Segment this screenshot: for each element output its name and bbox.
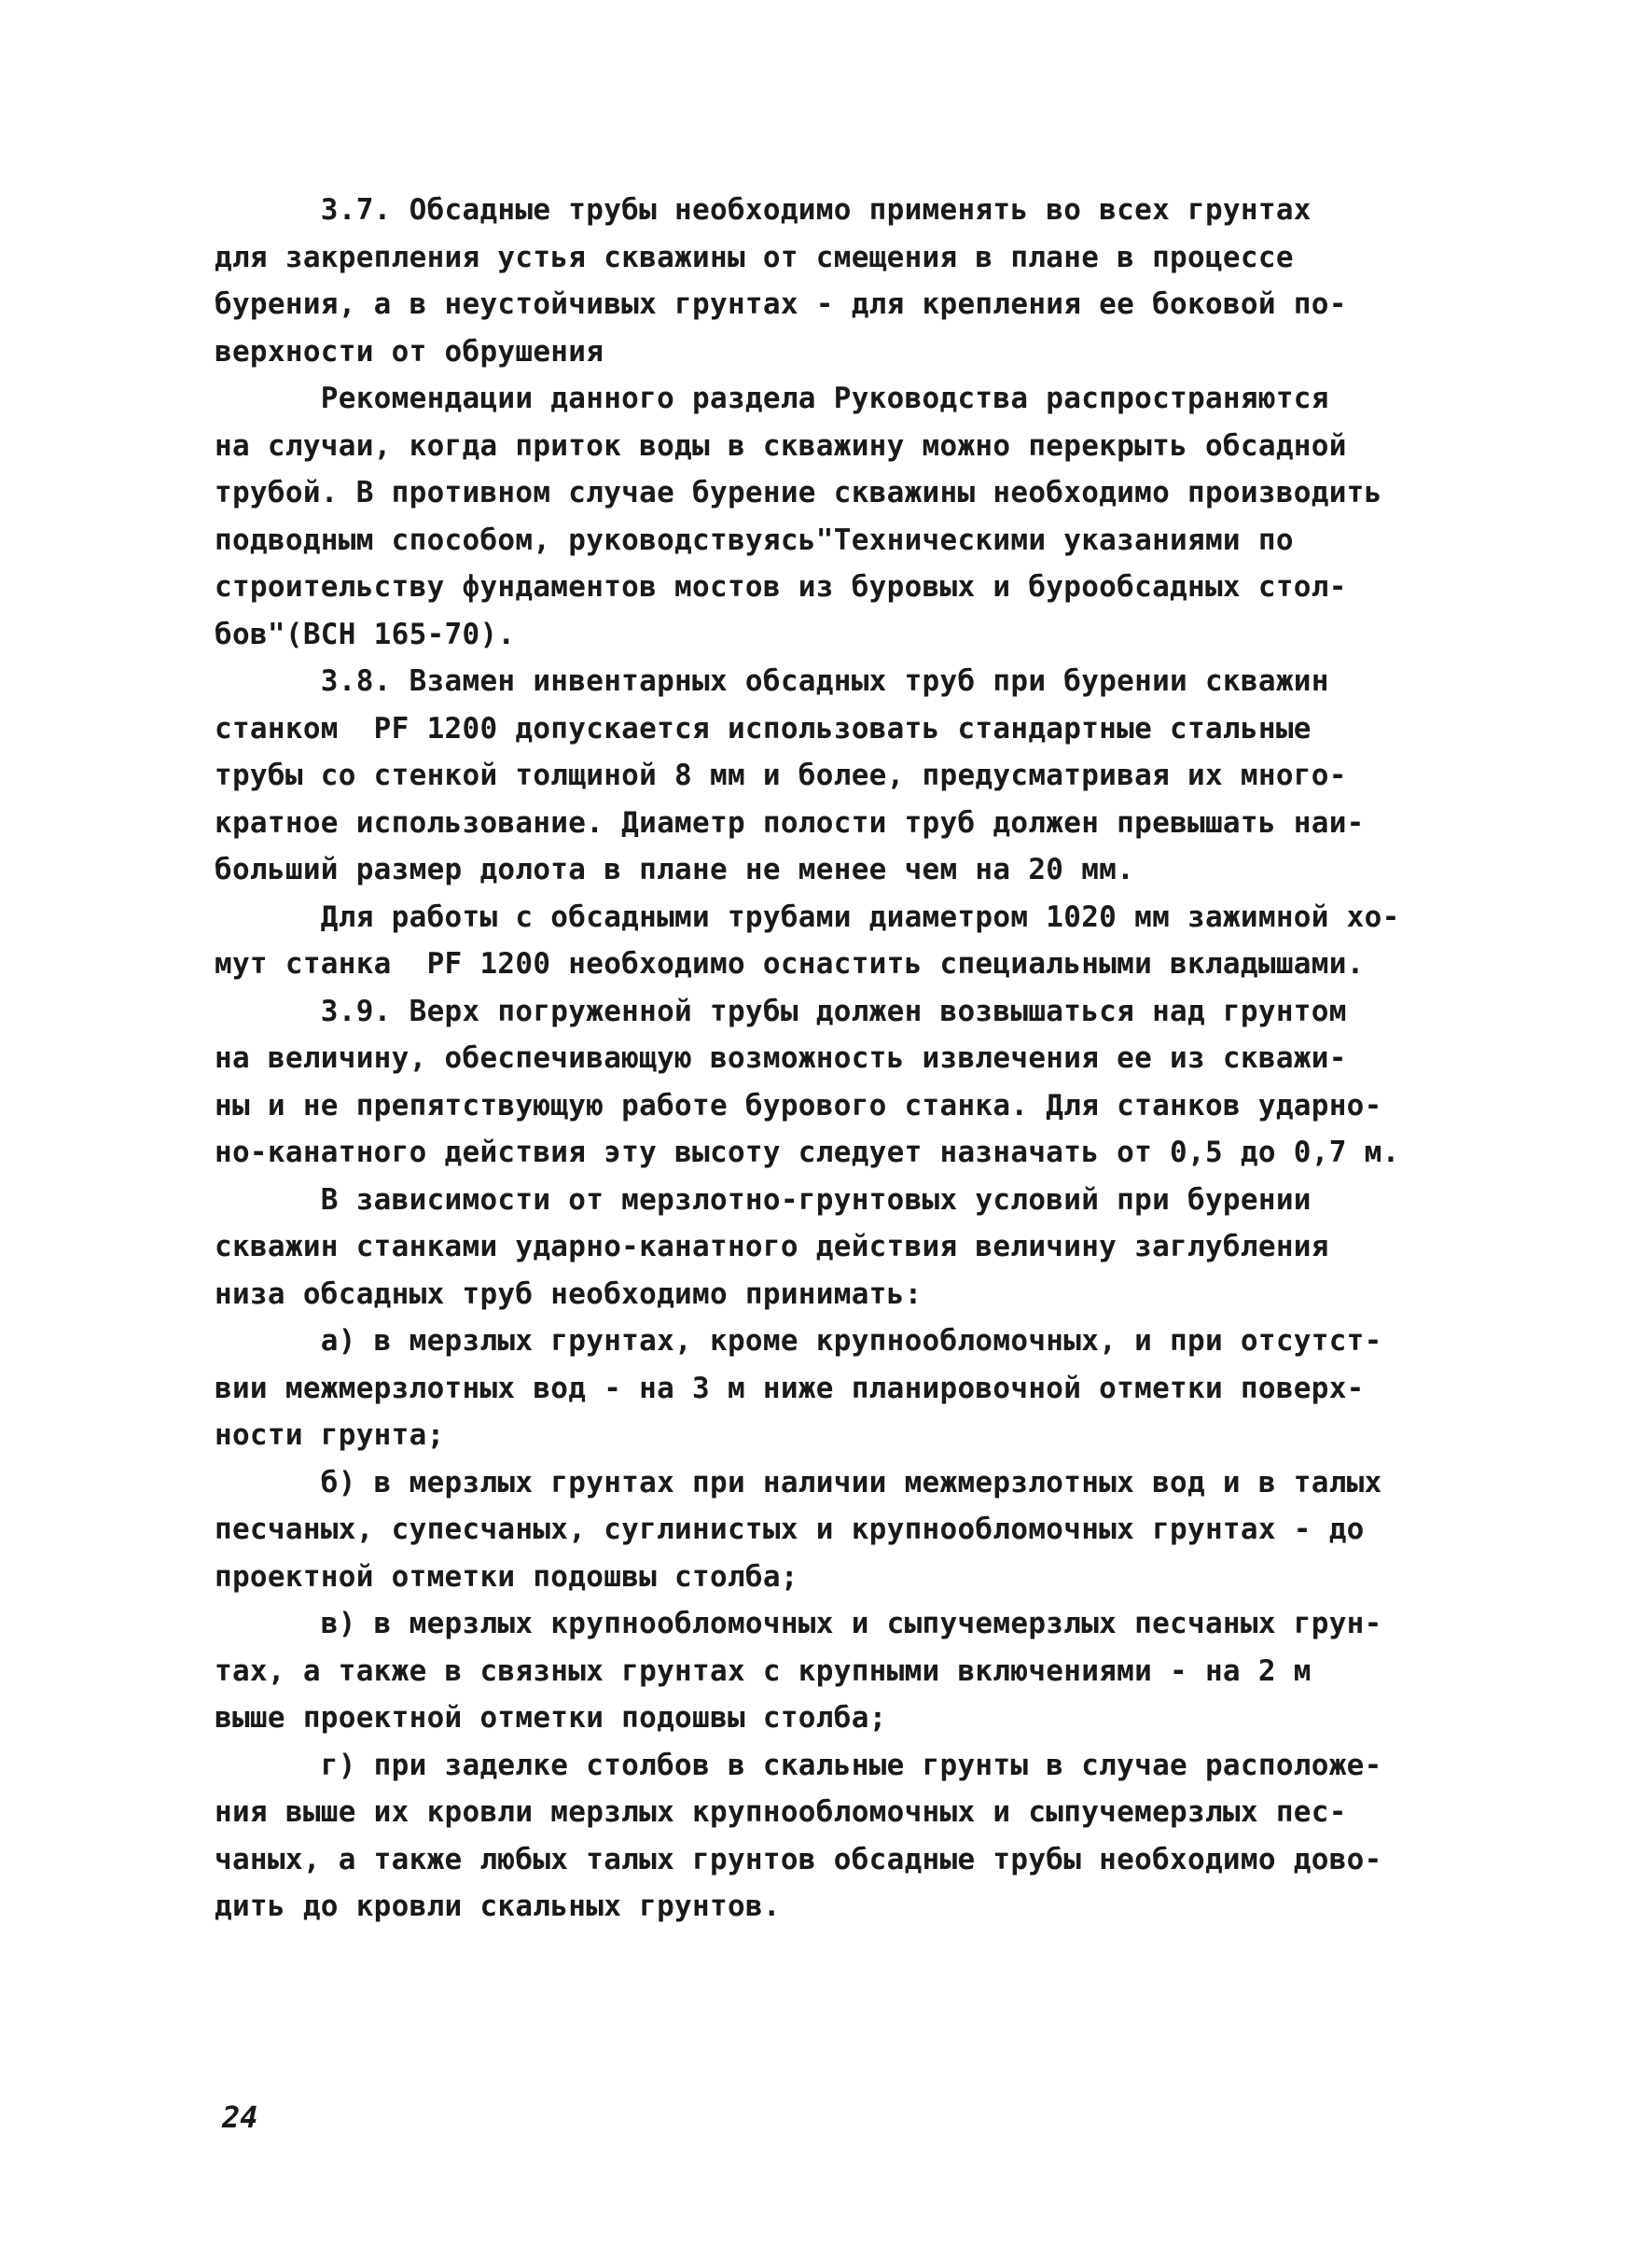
text-line: ности грунта; xyxy=(215,1418,445,1452)
text-line: б) в мерзлых грунтах при наличии межмерзлотных вод и в талых xyxy=(215,1465,1382,1499)
body-text xyxy=(215,187,1502,1931)
text-line: г) при заделке столбов в скальные грунты в случае расположе- xyxy=(215,1748,1382,1782)
text-line: верхности от обрушения xyxy=(215,334,604,369)
text-line: ны и не препятствующую работе бурового станка. Для станков ударно- xyxy=(215,1088,1382,1123)
text-line: на величину, обеспечивающую возможность извлечения ее из скважи- xyxy=(215,1041,1347,1075)
text-line: скважин станками ударно-канатного действия величину заглубления xyxy=(215,1230,1329,1263)
text-line: на случаи, когда приток воды в скважину можно перекрыть обсадной xyxy=(215,428,1347,463)
text-line: низа обсадных труб необходимо принимать: xyxy=(215,1276,923,1311)
text-line: проектной отметки подошвы столба; xyxy=(215,1559,798,1594)
text-line: 3.7. Обсадные трубы необходимо применять во всех грунтах xyxy=(215,193,1312,227)
text-line: 3.8. Взамен инвентарных обсадных труб при бурении скважин xyxy=(215,664,1329,698)
text-line: но-канатного действия эту высоту следует назначать от 0,5 до 0,7 м. xyxy=(215,1136,1400,1169)
text-line: Рекомендации данного раздела Руководства распространяются xyxy=(215,382,1329,415)
text-line: выше проектной отметки подошвы столба; xyxy=(215,1701,887,1735)
text-line: для закрепления устья скважины от смещения в плане в процессе xyxy=(215,240,1294,274)
page-number: 24 xyxy=(222,2099,258,2135)
text-line: станком PF 1200 допускается использовать стандартные стальные xyxy=(215,711,1312,746)
text-line: чаных, а также любых талых грунтов обсадные трубы необходимо дово- xyxy=(215,1842,1382,1876)
text-line: трубой. В противном случае бурение скважины необходимо производить xyxy=(215,476,1382,509)
text-line: строительству фундаментов мостов из буровых и бурообсадных стол- xyxy=(215,570,1347,604)
text-line: в) в мерзлых крупнообломочных и сыпучемерзлых песчаных грун- xyxy=(215,1607,1382,1640)
text-line: вии межмерзлотных вод - на 3 м ниже планировочной отметки поверх- xyxy=(215,1371,1365,1405)
text-line: 3.9. Верх погруженной трубы должен возвышаться над грунтом xyxy=(215,994,1347,1028)
text-line: трубы со стенкой толщиной 8 мм и более, предусматривая их много- xyxy=(215,759,1347,792)
text-line: тах, а также в связных грунтах с крупными включениями - на 2 м xyxy=(215,1653,1312,1688)
text-line: бов"(ВСН 165-70). xyxy=(215,617,516,651)
text-line: подводным способом, руководствуясь"Техническими указаниями по xyxy=(215,523,1294,557)
text-line: бурения, а в неустойчивых грунтах - для крепления ее боковой по- xyxy=(215,287,1347,321)
text-line: мут станка PF 1200 необходимо оснастить специальными вкладышами. xyxy=(215,947,1365,981)
text-line: Для работы с обсадными трубами диаметром 1020 мм зажимной хо- xyxy=(215,899,1400,934)
text-line: дить до кровли скальных грунтов. xyxy=(215,1889,781,1923)
text-line: песчаных, супесчаных, суглинистых и крупнообломочных грунтах - до xyxy=(215,1513,1365,1546)
text-line: кратное использование. Диаметр полости труб должен превышать наи- xyxy=(215,805,1365,840)
text-line: а) в мерзлых грунтах, кроме крупнообломочных, и при отсутст- xyxy=(215,1324,1382,1358)
text-line: больший размер долота в плане не менее чем на 20 мм. xyxy=(215,853,1135,886)
text-line: ния выше их кровли мерзлых крупнообломочных и сыпучемерзлых пес- xyxy=(215,1795,1347,1829)
text-line: В зависимости от мерзлотно-грунтовых условий при бурении xyxy=(215,1182,1312,1217)
